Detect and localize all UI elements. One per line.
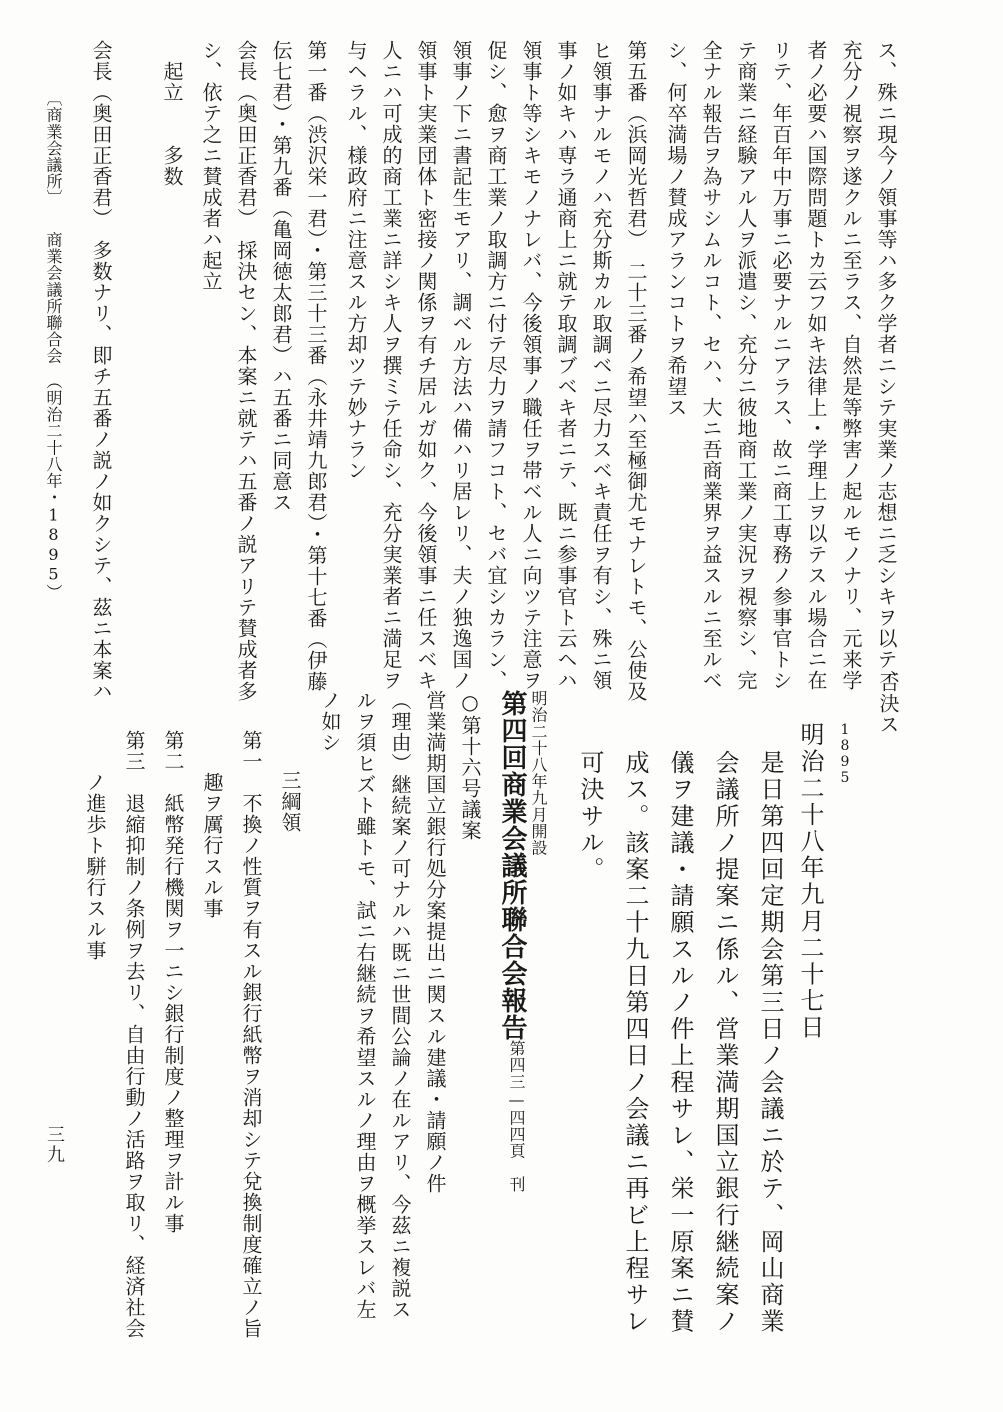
outline-item-1-cont: 趣ヲ厲行スル事 (200, 730, 224, 919)
outline-heading: 三綱領 (278, 770, 302, 833)
outline-item-3-cont: ノ進歩ト駢行スル事 (83, 730, 107, 961)
outline-item-3: 第三 退縮抑制ノ条例ヲ去リ、自由行動ノ活路ヲ取リ、経済社会 (122, 730, 146, 1339)
upper-line-10: 事ノ如キハ専ラ通商上ニ就テ取調ブベキ者ニテ、既ニ参事官ト云ヘハ (554, 40, 578, 691)
source-date: 明治二十八年九月開設 (529, 690, 548, 856)
upper-line-15: 人ニハ可成的商工業ニ詳シキ人ヲ撰ミテ任命シ、充分実業者ニ満足ヲ (379, 40, 403, 691)
outline-item-1: 第一 不換ノ性質ヲ有スル銀行紙幣ヲ消却シテ兌換制度確立ノ旨 (239, 730, 263, 1339)
pages-reference: 第四三—四四頁 刊 (507, 1040, 526, 1193)
upper-line-6: 全ナル報告ヲ為サシムルコト、セハ、大ニ吾商業界ヲ益スルニ至ルベ (699, 40, 723, 691)
upper-line-4: リテ、年百年中万事ニ必要ナルニアラス、故ニ商工専務ノ参事官トシ (769, 40, 793, 691)
body-line-4: 成ス。該案二十九日第四日ノ会議ニ再ビ上程サレ (621, 750, 649, 1336)
upper-line-9: ヒ領事ナルモノハ充分斯カル取調ベニ尽力スベキ責任ヲ有シ、殊ニ領 (589, 40, 613, 691)
upper-line-12: 促シ、愈ヲ商工業ノ取調方ニ付テ尽力ヲ請フコト、セバ宜シカラン、 (484, 40, 508, 691)
upper-line-5: テ商業ニ経験アル人ヲ派遣シ、充分ニ彼地商工業ノ実況ヲ視察シ、完 (734, 40, 758, 691)
date-heading: 明治二十八年九月二十七日 (796, 722, 824, 1042)
upper-line-2: 充分ノ視察ヲ遂クルニ至ラス、自然是等弊害ノ起ルモノナリ、元来学 (839, 40, 863, 691)
reason-line-3: ノ如シ (318, 690, 342, 753)
item-heading: ○第十六号議案 (458, 690, 482, 841)
report-title: 第四回商業会議所聯合会報告 (497, 690, 527, 1041)
body-line-2: 会議所ノ提案ニ係ル、営業満期国立銀行継続案ノ (711, 750, 739, 1336)
upper-line-21: 起立 多数 (160, 40, 184, 187)
running-header: 〔商業会議所〕 商業会議所聯合会 （明治二十八年・1895） (44, 90, 63, 601)
upper-line-13: 領事ノ下ニ書記生モアリ、調ベル方法ハ備ハリ居レリ、夫ノ独逸国ノ (449, 40, 473, 691)
body-line-1: 是日第四回定期会第三日ノ会議ニ於テ、岡山商業 (756, 750, 784, 1336)
reason-line-1: （理由）継続案ノ可ナルハ既ニ世間公論ノ在ルアリ、今茲ニ複説ス (388, 690, 412, 1320)
upper-line-16: 与ヘラル、様政府ニ注意スル方却ツテ妙ナラン (344, 40, 368, 481)
upper-line-14: 領事ト実業団体ト密接ノ関係ヲ有チ居ルガ如ク、今後領事ニ任スベキ (414, 40, 438, 691)
reason-line-2: ルヲ須ヒズト雖トモ、試ニ右継続ヲ希望スルノ理由ヲ概挙スレバ左 (353, 690, 377, 1320)
upper-line-18: 伝七君）・第九番（亀岡徳太郎君）ハ五番ニ同意ス (269, 40, 293, 513)
upper-line-7: シ、何卒満場ノ賛成アランコトヲ希望ス (664, 40, 688, 418)
page-number: 三九 (44, 1125, 65, 1165)
upper-line-22: 会長（奥田正香君） 多数ナリ、即チ五番ノ説ノ如クシテ、茲ニ本案ハ (89, 40, 113, 702)
upper-line-8: 第五番（浜岡光哲君） 二十三番ノ希望ハ至極御尤モナレトモ、公使及 (624, 40, 648, 702)
upper-line-19: 会長（奥田正香君） 採決セン、本案ニ就テハ五番ノ説アリテ賛成者多 (234, 40, 258, 702)
upper-line-1: ス、殊ニ現今ノ領事等ハ多ク学者ニシテ実業ノ志想ニ乏シキヲ以テ、 (874, 40, 898, 691)
body-line-3: 儀ヲ建議・請願スルノ件上程サレ、栄一原案ニ賛 (666, 750, 694, 1336)
year-note: 1895 (837, 722, 853, 786)
upper-line-20: シ、依テ之ニ賛成者ハ起立 (199, 40, 223, 292)
body-line-5: 可決サル。 (576, 750, 604, 883)
upper-line-11: 領事ト等シキモノナレバ、今後領事ノ職任ヲ帯ベル人ニ向ツテ注意ヲ (519, 40, 543, 691)
outline-item-2: 第二 紙幣発行機関ヲ一ニシ銀行制度ノ整理ヲ計ル事 (161, 730, 185, 1234)
upper-line-17: 第一番（渋沢栄一君）・第三十三番（永井靖九郎君）・第十七番（伊藤 (304, 40, 328, 692)
rejected-label: 否決ス (876, 672, 900, 735)
item-subject: 営業満期国立銀行処分案提出ニ関スル建議・請願ノ件 (423, 690, 447, 1194)
upper-line-3: 者ノ必要ハ国際問題トカ云フ如キ法律上・学理上ヲ以テスル場合ニ在 (804, 40, 828, 691)
